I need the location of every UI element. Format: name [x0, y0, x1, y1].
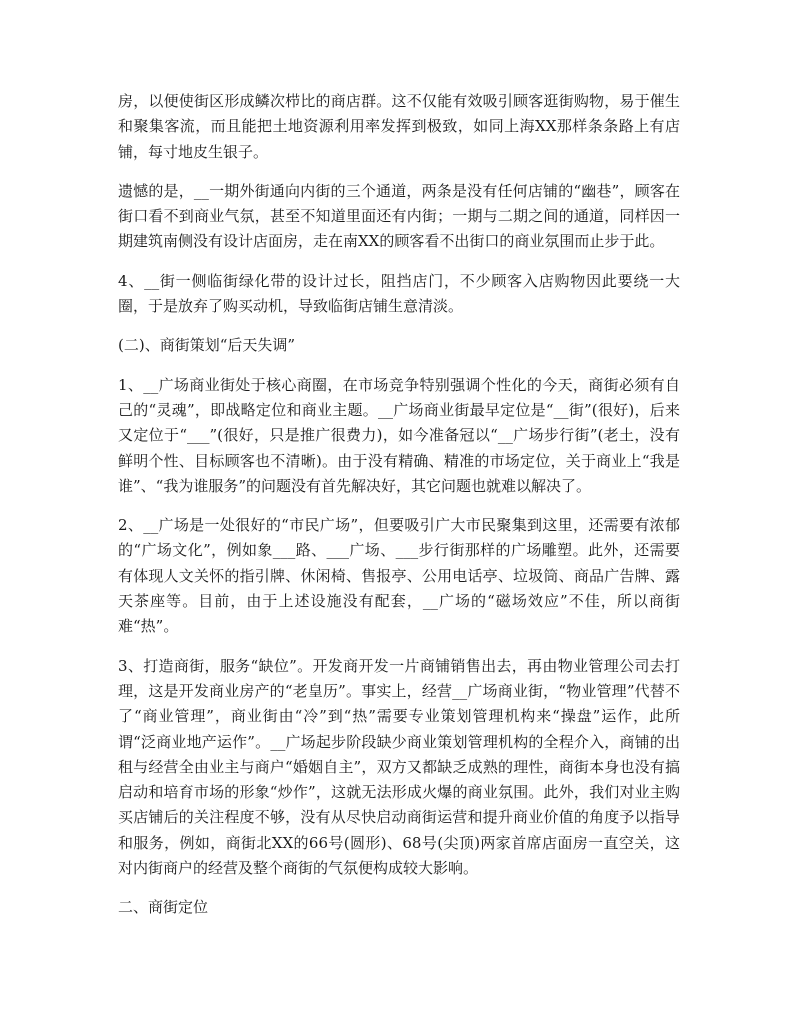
section-heading-positioning: 二、商街定位	[118, 898, 209, 917]
document-body	[118, 89, 680, 935]
paragraph-plaza-culture: 2、__广场是一处很好的“市民广场”，但要吸引广大市民聚集到这里，还需要有浓郁的“广场文化”，例如象___路、___广场、___步行街那样的广场雕塑。此外，还需要有体现人文关怀的指引牌、休闲椅、售报亭、公用电话亭、垃圾筒、商品广告牌、露天茶座等。目前，由于上述设施没有配套，__广场的“磁场效应”不佳，所以商街难“热”。	[118, 516, 680, 636]
paragraph-positioning: 1、__广场商业街处于核心商圈，在市场竞争特别强调个性化的今天，商街必须有自己的“灵魂”，即战略定位和商业主题。__广场商业街最早定位是“__街”(很好)，后来又定位于“___”(很好，只是推广很费力)，如今准备冠以“__广场步行街”(老土，没有鲜明个性、目标顾客也不清晰)。由于没有精确、精准的市场定位，关于商业上“我是谁”、“我为谁服务”的问题没有首先解决好，其它问题也就难以解决了。	[118, 375, 680, 495]
paragraph-greenbelt: 4、__街一侧临街绿化带的设计过长，阻挡店门，不少顾客入店购物因此要绕一大圈，于是放弃了购买动机，导致临街店铺生意清淡。	[118, 271, 680, 316]
paragraph-passage-regret: 遗憾的是，__一期外街通向内街的三个通道，两条是没有任何店铺的“幽巷”，顾客在街口看不到商业气氛，甚至不知道里面还有内街；一期与二期之间的通道，同样因一期建筑南侧没有设计店面房，走在南XX的顾客看不出街口的商业氛围而止步于此。	[118, 181, 680, 251]
section-heading-planning: (二)、商街策划“后天失调”	[118, 336, 296, 355]
paragraph-shop-cluster: 房，以便使街区形成鳞次栉比的商店群。这不仅能有效吸引顾客逛街购物，易于催生和聚集客流，而且能把土地资源利用率发挥到极致，如同上海XX那样条条路上有店铺，每寸地皮生银子。	[118, 92, 680, 161]
paragraph-service-gap: 3、打造商街，服务“缺位”。开发商开发一片商铺销售出去，再由物业管理公司去打理，这是开发商业房产的“老皇历”。事实上，经营__广场商业街，“物业管理”代替不了“商业管理”，商业街由“冷”到“热”需要专业策划管理机构来“操盘”运作，此所谓“泛商业地产运作”。__广场起步阶段缺少商业策划管理机构的全程介入，商铺的出租与经营全由业主与商户“婚姻自主”，双方又都缺乏成熟的理性，商街本身也没有搞启动和培育市场的形象“炒作”，这就无法形成火爆的商业氛围。此外，我们对业主购买店铺后的关注程度不够，没有从尽快启动商街运营和提升商业价值的角度予以指导和服务，例如，商街北XX的66号(圆形)、68号(尖顶)两家首席店面房一直空关，这对内街商户的经营及整个商街的气氛便构成较大影响。	[118, 656, 680, 878]
